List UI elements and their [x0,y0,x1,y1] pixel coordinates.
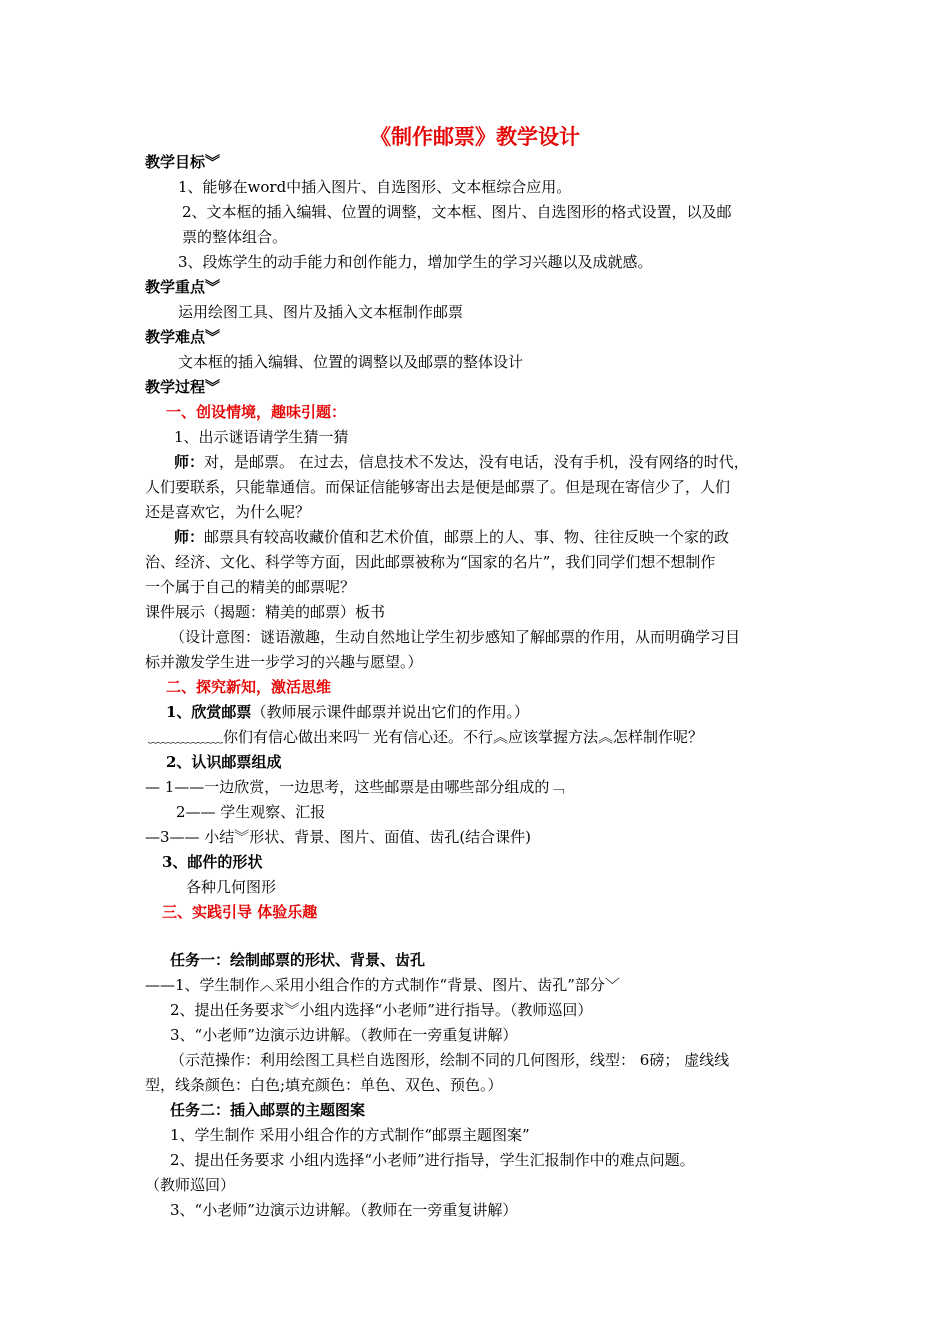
task-2-heading: 任务二：插入邮票的主题图案 [170,1101,366,1119]
courseware-line: 课件展示（揭题：精美的邮票）板书 [145,603,386,621]
teacher-line-2-cont-a: 治、经济、文化、科学等方面，因此邮票被称为“国家的名片”，我们同学们想不想制作 [145,553,716,571]
appreciate-line [166,702,529,722]
difficulties-text: 文本框的插入编辑、位置的调整以及邮票的整体设计 [178,353,524,371]
task-1-step-1: ——1、学生制作︿采用小组合作的方式制作“背景、图片、齿孔”部分﹀ [145,976,620,994]
task-2-step-1: 1、学生制作 采用小组合作的方式制作“邮票主题图案” [170,1126,530,1144]
shape-heading: 3、邮件的形状 [162,853,263,871]
heading-key-points: 教学重点︾ [145,278,221,296]
demo-operation: （示范操作：利用绘图工具栏自选图形，绘制不同的几何图形，线型： 6磅； 虚线线 [170,1051,730,1069]
riddle-line: 1、出示谜语请学生猜一猜 [174,428,349,446]
confidence-line: ﹏﹏﹏﹏﹏你们有信心做出来吗﹂光有信心还。不行︽应该掌握方法︽怎样制作呢？ [148,728,704,746]
shape-text: 各种几何图形 [186,878,277,896]
section-2-heading: 二、探究新知，激活思维 [166,678,332,696]
objective-3: 3、段炼学生的动手能力和创作能力，增加学生的学习兴趣以及成就感。 [178,253,653,271]
teacher-line-1-cont-b: 还是喜欢它，为什么呢？ [145,503,311,521]
composition-step-2: 2—— 学生观察、汇报 [176,803,326,821]
teacher-line-2 [174,527,729,547]
document-title: 《制作邮票》教学设计 [370,124,580,149]
teacher-line-2-cont-b: 一个属于自己的精美的邮票呢？ [145,578,356,596]
task-2-step-2: 2、提出任务要求 小组内选择“小老师”进行指导，学生汇报制作中的难点问题。 [170,1151,695,1169]
teacher-line-1-cont-a: 人们要联系，只能靠通信。而保证信能够寄出去是便是邮票了。但是现在寄信少了，人们 [145,478,731,496]
section-1-heading: 一、创设情境，趣味引题： [166,403,347,421]
key-points-text: 运用绘图工具、图片及插入文本框制作邮票 [178,303,464,321]
task-2-step-3: 3、“小老师”边演示边讲解。（教师在一旁重复讲解） [170,1201,518,1219]
objective-2: 2、文本框的插入编辑、位置的调整，文本框、图片、自选图形的格式设置，以及邮 [182,203,732,221]
design-intent-cont: 标并激发学生进一步学习的兴趣与愿望。） [145,653,423,671]
task-1-step-3: 3、“小老师”边演示边讲解。（教师在一旁重复讲解） [170,1026,518,1044]
task-1-step-2: 2、提出任务要求︾小组内选择“小老师”进行指导。（教师巡回） [170,1001,593,1019]
composition-step-3: —3—— 小结︾形状、背景、图片、面值、齿孔(结合课件) [145,828,532,846]
appreciate-text: （教师展示课件邮票并说出它们的作用。） [251,703,529,721]
appreciate-label: 1、欣赏邮票 [166,703,252,721]
teacher-text-1: 对，是邮票。 在过去，信息技术不发达，没有电话，没有手机，没有网络的时代， [204,453,749,471]
composition-step-1: — 1——一边欣赏，一边思考，这些邮票是由哪些部分组成的﹁ [145,778,565,796]
teacher-label: 师： [174,528,205,546]
teacher-line-1 [174,452,749,472]
teacher-label: 师： [174,453,205,471]
design-intent: （设计意图：谜语激趣，生动自然地让学生初步感知了解邮票的作用，从而明确学习目 [170,628,741,646]
heading-process: 教学过程︾ [145,378,221,396]
task-2-step-2-cont: （教师巡回） [145,1176,236,1194]
heading-difficulties: 教学难点︾ [145,328,221,346]
section-3-heading: 三、实践引导 体验乐趣 [162,903,318,921]
task-1-heading: 任务一：绘制邮票的形状、背景、齿孔 [170,951,426,969]
teacher-text-2: 邮票具有较高收藏价值和艺术价值，邮票上的人、事、物、往往反映一个家的政 [204,528,730,546]
composition-heading: 2、认识邮票组成 [166,753,282,771]
demo-operation-cont: 型，线条颜色：白色;填充颜色：单色、双色、预色。） [145,1076,503,1094]
objective-2-cont: 票的整体组合。 [182,228,288,246]
heading-objectives: 教学目标︾ [145,153,221,171]
objective-1: 1、能够在word中插入图片、自选图形、文本框综合应用。 [178,178,572,196]
